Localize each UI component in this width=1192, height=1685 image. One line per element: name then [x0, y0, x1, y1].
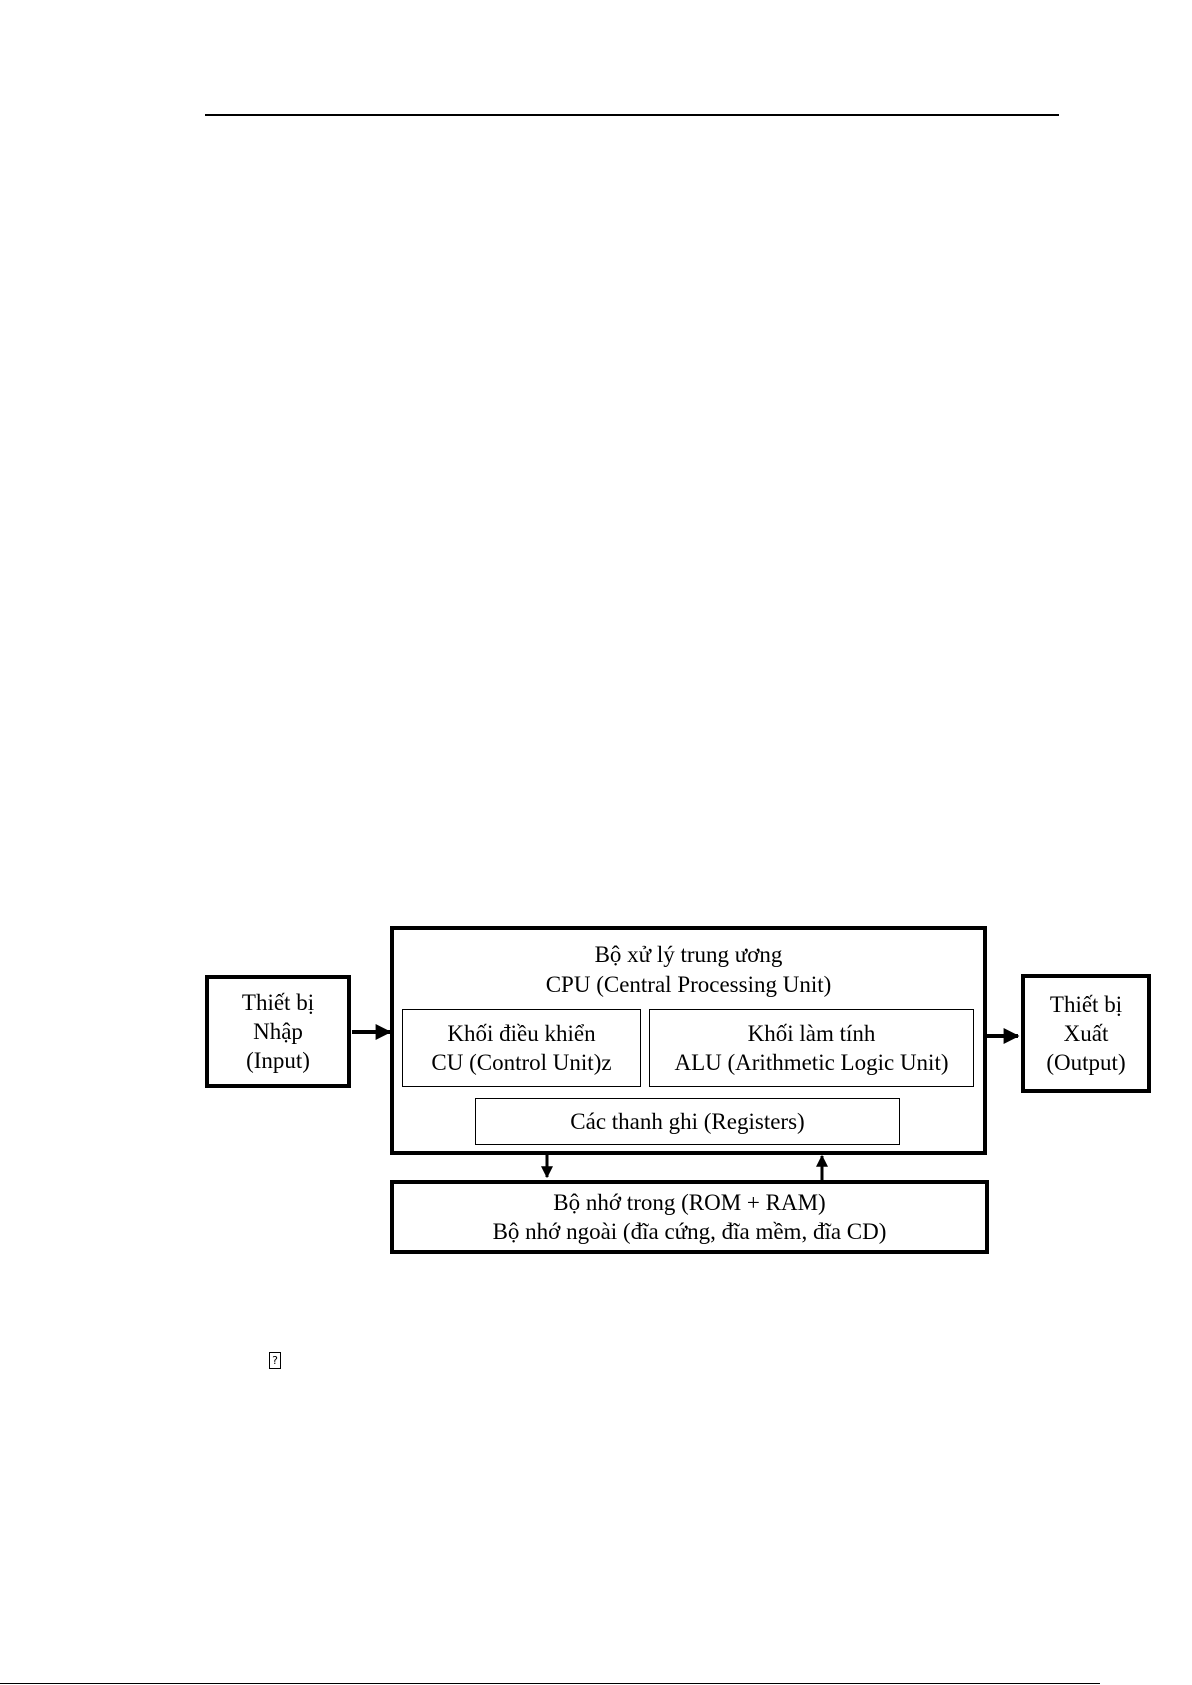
memory-line2: Bộ nhớ ngoài (đĩa cứng, đĩa mềm, đĩa CD)	[492, 1219, 887, 1244]
input-line3: (Input)	[246, 1048, 310, 1073]
registers-box	[475, 1098, 900, 1145]
memory-box	[390, 1180, 989, 1254]
cpu-title-line2: CPU (Central Processing Unit)	[545, 972, 832, 997]
control-unit-line1: Khối điều khiển	[447, 1021, 596, 1046]
registers-label: Các thanh ghi (Registers)	[570, 1109, 805, 1134]
input-device-box	[205, 975, 351, 1088]
alu-box	[649, 1009, 974, 1087]
cpu-title-line1: Bộ xử lý trung ương	[594, 942, 783, 967]
output-line2: Xuất	[1063, 1021, 1109, 1046]
control-unit-box	[402, 1009, 641, 1087]
alu-line2: ALU (Arithmetic Logic Unit)	[674, 1050, 949, 1075]
input-line2: Nhập	[253, 1019, 303, 1044]
missing-glyph-icon: ?	[269, 1352, 281, 1369]
memory-line1: Bộ nhớ trong (ROM + RAM)	[553, 1190, 826, 1215]
output-device-box	[1021, 974, 1151, 1093]
output-line3: (Output)	[1046, 1050, 1126, 1075]
control-unit-line2: CU (Control Unit)z	[431, 1050, 612, 1075]
alu-line1: Khối làm tính	[747, 1021, 876, 1046]
input-line1: Thiết bị	[241, 990, 315, 1015]
output-line1: Thiết bị	[1049, 992, 1123, 1017]
